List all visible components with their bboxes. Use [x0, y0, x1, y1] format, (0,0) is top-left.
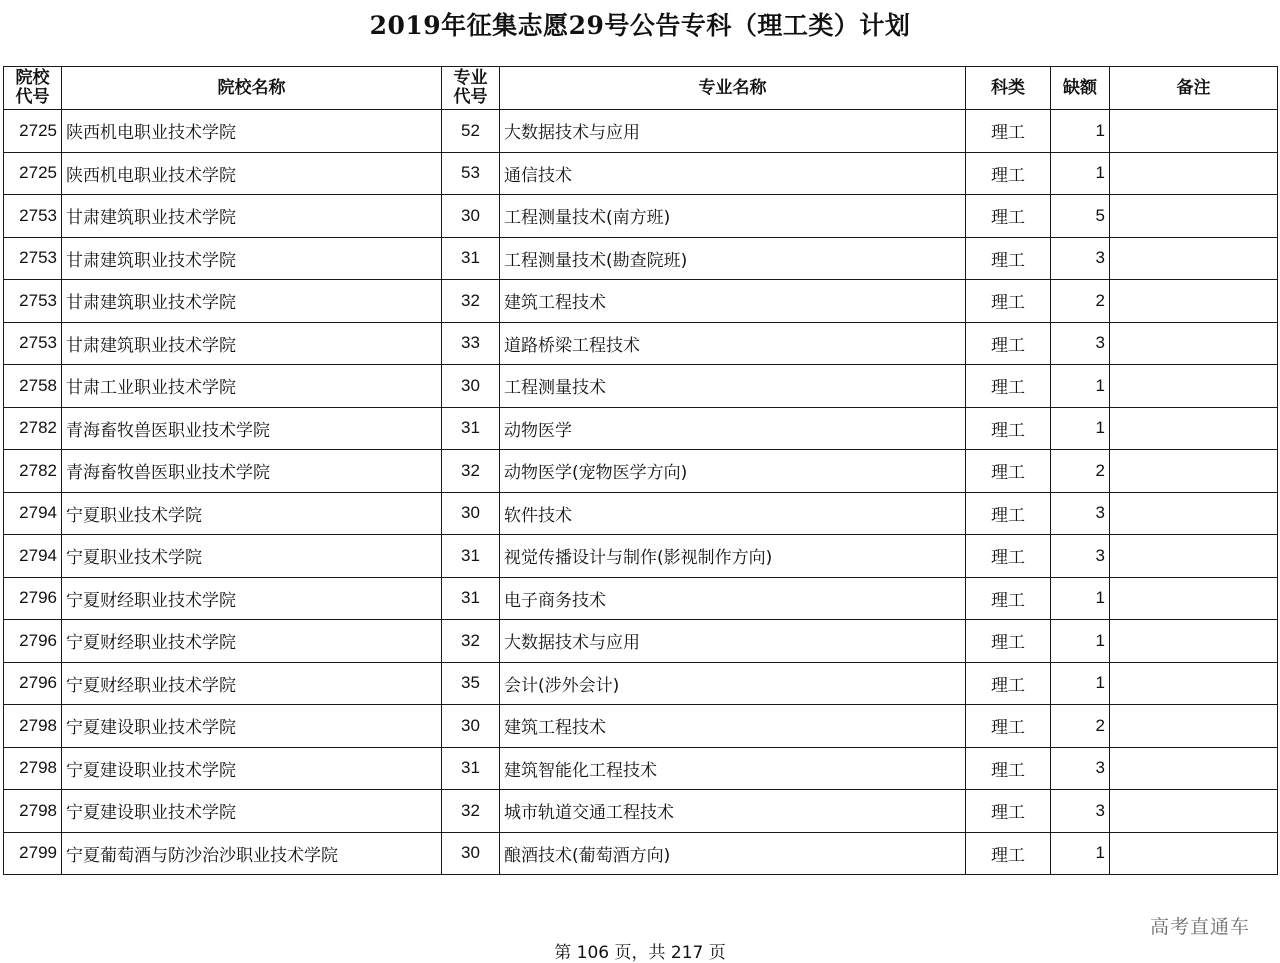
cell-school-code: 2798	[4, 790, 62, 833]
cell-major-name: 工程测量技术	[500, 365, 966, 408]
cell-vacancy: 1	[1051, 110, 1110, 153]
cell-category: 理工	[966, 407, 1051, 450]
cell-school-code: 2796	[4, 662, 62, 705]
cell-vacancy: 3	[1051, 535, 1110, 578]
table-row	[4, 450, 1278, 493]
cell-school-code: 2725	[4, 110, 62, 153]
cell-school-code: 2753	[4, 280, 62, 323]
table-row	[4, 577, 1278, 620]
cell-major-name: 动物医学	[500, 407, 966, 450]
header-school-name: 院校名称	[62, 67, 442, 110]
cell-remarks	[1110, 790, 1278, 833]
cell-school-name: 甘肃工业职业技术学院	[62, 365, 442, 408]
cell-remarks	[1110, 577, 1278, 620]
cell-school-code: 2798	[4, 747, 62, 790]
cell-major-code: 52	[442, 110, 500, 153]
cell-major-code: 32	[442, 790, 500, 833]
cell-vacancy: 2	[1051, 450, 1110, 493]
cell-major-name: 工程测量技术(勘查院班)	[500, 237, 966, 280]
cell-major-name: 道路桥梁工程技术	[500, 322, 966, 365]
cell-school-name: 青海畜牧兽医职业技术学院	[62, 450, 442, 493]
cell-category: 理工	[966, 450, 1051, 493]
cell-vacancy: 1	[1051, 832, 1110, 875]
cell-major-code: 30	[442, 832, 500, 875]
cell-vacancy: 5	[1051, 195, 1110, 238]
cell-school-code: 2798	[4, 705, 62, 748]
cell-school-name: 甘肃建筑职业技术学院	[62, 195, 442, 238]
table-row	[4, 747, 1278, 790]
cell-school-code: 2753	[4, 322, 62, 365]
cell-major-code: 30	[442, 195, 500, 238]
cell-category: 理工	[966, 237, 1051, 280]
cell-remarks	[1110, 705, 1278, 748]
cell-school-code: 2794	[4, 535, 62, 578]
cell-vacancy: 3	[1051, 237, 1110, 280]
cell-remarks	[1110, 152, 1278, 195]
cell-major-code: 30	[442, 705, 500, 748]
cell-school-name: 陕西机电职业技术学院	[62, 110, 442, 153]
cell-remarks	[1110, 407, 1278, 450]
cell-school-code: 2725	[4, 152, 62, 195]
cell-vacancy: 1	[1051, 662, 1110, 705]
cell-major-name: 城市轨道交通工程技术	[500, 790, 966, 833]
cell-category: 理工	[966, 705, 1051, 748]
table-header-row	[4, 67, 1278, 110]
cell-major-name: 软件技术	[500, 492, 966, 535]
header-major-name: 专业名称	[500, 67, 966, 110]
cell-major-code: 33	[442, 322, 500, 365]
table-row	[4, 705, 1278, 748]
cell-vacancy: 3	[1051, 790, 1110, 833]
cell-major-code: 32	[442, 450, 500, 493]
cell-vacancy: 1	[1051, 407, 1110, 450]
admission-plan-table	[3, 66, 1278, 875]
cell-vacancy: 1	[1051, 365, 1110, 408]
cell-school-name: 甘肃建筑职业技术学院	[62, 237, 442, 280]
header-school-code: 院校 代号	[4, 67, 62, 110]
cell-vacancy: 3	[1051, 492, 1110, 535]
cell-school-name: 宁夏葡萄酒与防沙治沙职业技术学院	[62, 832, 442, 875]
cell-remarks	[1110, 662, 1278, 705]
cell-category: 理工	[966, 280, 1051, 323]
cell-category: 理工	[966, 492, 1051, 535]
table-row	[4, 322, 1278, 365]
cell-remarks	[1110, 492, 1278, 535]
cell-school-name: 宁夏建设职业技术学院	[62, 790, 442, 833]
cell-school-name: 陕西机电职业技术学院	[62, 152, 442, 195]
cell-major-code: 32	[442, 280, 500, 323]
cell-major-code: 32	[442, 620, 500, 663]
cell-school-name: 宁夏建设职业技术学院	[62, 747, 442, 790]
cell-school-code: 2758	[4, 365, 62, 408]
cell-school-code: 2796	[4, 577, 62, 620]
cell-school-code: 2794	[4, 492, 62, 535]
cell-category: 理工	[966, 365, 1051, 408]
table-row	[4, 535, 1278, 578]
table-row	[4, 195, 1278, 238]
cell-major-code: 31	[442, 407, 500, 450]
cell-remarks	[1110, 280, 1278, 323]
cell-major-name: 视觉传播设计与制作(影视制作方向)	[500, 535, 966, 578]
cell-category: 理工	[966, 322, 1051, 365]
cell-remarks	[1110, 620, 1278, 663]
cell-major-name: 大数据技术与应用	[500, 620, 966, 663]
table-body	[4, 110, 1278, 875]
cell-school-code: 2782	[4, 450, 62, 493]
cell-remarks	[1110, 832, 1278, 875]
cell-major-name: 工程测量技术(南方班)	[500, 195, 966, 238]
cell-school-name: 青海畜牧兽医职业技术学院	[62, 407, 442, 450]
table-row	[4, 790, 1278, 833]
cell-school-name: 宁夏财经职业技术学院	[62, 577, 442, 620]
cell-category: 理工	[966, 195, 1051, 238]
cell-major-code: 30	[442, 365, 500, 408]
cell-vacancy: 1	[1051, 620, 1110, 663]
cell-major-name: 建筑智能化工程技术	[500, 747, 966, 790]
cell-major-code: 31	[442, 237, 500, 280]
table-row	[4, 237, 1278, 280]
cell-category: 理工	[966, 790, 1051, 833]
cell-school-name: 宁夏财经职业技术学院	[62, 620, 442, 663]
cell-vacancy: 1	[1051, 577, 1110, 620]
cell-remarks	[1110, 237, 1278, 280]
cell-vacancy: 2	[1051, 705, 1110, 748]
cell-school-name: 宁夏财经职业技术学院	[62, 662, 442, 705]
header-remarks: 备注	[1110, 67, 1278, 110]
page-footer: 第 106 页，共 217 页	[554, 943, 726, 963]
cell-remarks	[1110, 450, 1278, 493]
header-category: 科类	[966, 67, 1051, 110]
cell-category: 理工	[966, 152, 1051, 195]
cell-major-code: 35	[442, 662, 500, 705]
cell-major-name: 酿酒技术(葡萄酒方向)	[500, 832, 966, 875]
cell-vacancy: 3	[1051, 747, 1110, 790]
cell-category: 理工	[966, 110, 1051, 153]
table-row	[4, 662, 1278, 705]
cell-school-name: 宁夏职业技术学院	[62, 535, 442, 578]
cell-category: 理工	[966, 620, 1051, 663]
cell-school-name: 甘肃建筑职业技术学院	[62, 322, 442, 365]
table-row	[4, 620, 1278, 663]
cell-major-code: 30	[442, 492, 500, 535]
cell-remarks	[1110, 195, 1278, 238]
cell-remarks	[1110, 365, 1278, 408]
header-major-code: 专业 代号	[442, 67, 500, 110]
cell-school-code: 2753	[4, 195, 62, 238]
cell-school-code: 2799	[4, 832, 62, 875]
cell-major-code: 53	[442, 152, 500, 195]
table-row	[4, 152, 1278, 195]
cell-major-code: 31	[442, 577, 500, 620]
cell-vacancy: 3	[1051, 322, 1110, 365]
cell-remarks	[1110, 110, 1278, 153]
cell-school-code: 2782	[4, 407, 62, 450]
cell-major-code: 31	[442, 535, 500, 578]
cell-school-name: 宁夏建设职业技术学院	[62, 705, 442, 748]
cell-school-code: 2796	[4, 620, 62, 663]
cell-major-name: 会计(涉外会计)	[500, 662, 966, 705]
cell-category: 理工	[966, 662, 1051, 705]
cell-vacancy: 1	[1051, 152, 1110, 195]
cell-category: 理工	[966, 535, 1051, 578]
cell-major-name: 建筑工程技术	[500, 705, 966, 748]
cell-school-code: 2753	[4, 237, 62, 280]
table-row	[4, 365, 1278, 408]
cell-vacancy: 2	[1051, 280, 1110, 323]
cell-major-name: 大数据技术与应用	[500, 110, 966, 153]
cell-major-name: 建筑工程技术	[500, 280, 966, 323]
table-row	[4, 832, 1278, 875]
cell-major-code: 31	[442, 747, 500, 790]
cell-category: 理工	[966, 832, 1051, 875]
cell-remarks	[1110, 322, 1278, 365]
watermark-text: 高考直通车	[1149, 916, 1250, 938]
table-row	[4, 280, 1278, 323]
cell-remarks	[1110, 747, 1278, 790]
cell-remarks	[1110, 535, 1278, 578]
cell-major-name: 电子商务技术	[500, 577, 966, 620]
cell-category: 理工	[966, 747, 1051, 790]
cell-major-name: 通信技术	[500, 152, 966, 195]
table-row	[4, 407, 1278, 450]
cell-school-name: 甘肃建筑职业技术学院	[62, 280, 442, 323]
document-title: 2019年征集志愿29号公告专科（理工类）计划	[369, 11, 911, 40]
table-row	[4, 492, 1278, 535]
table-row	[4, 110, 1278, 153]
cell-category: 理工	[966, 577, 1051, 620]
cell-major-name: 动物医学(宠物医学方向)	[500, 450, 966, 493]
header-vacancy: 缺额	[1051, 67, 1110, 110]
cell-school-name: 宁夏职业技术学院	[62, 492, 442, 535]
